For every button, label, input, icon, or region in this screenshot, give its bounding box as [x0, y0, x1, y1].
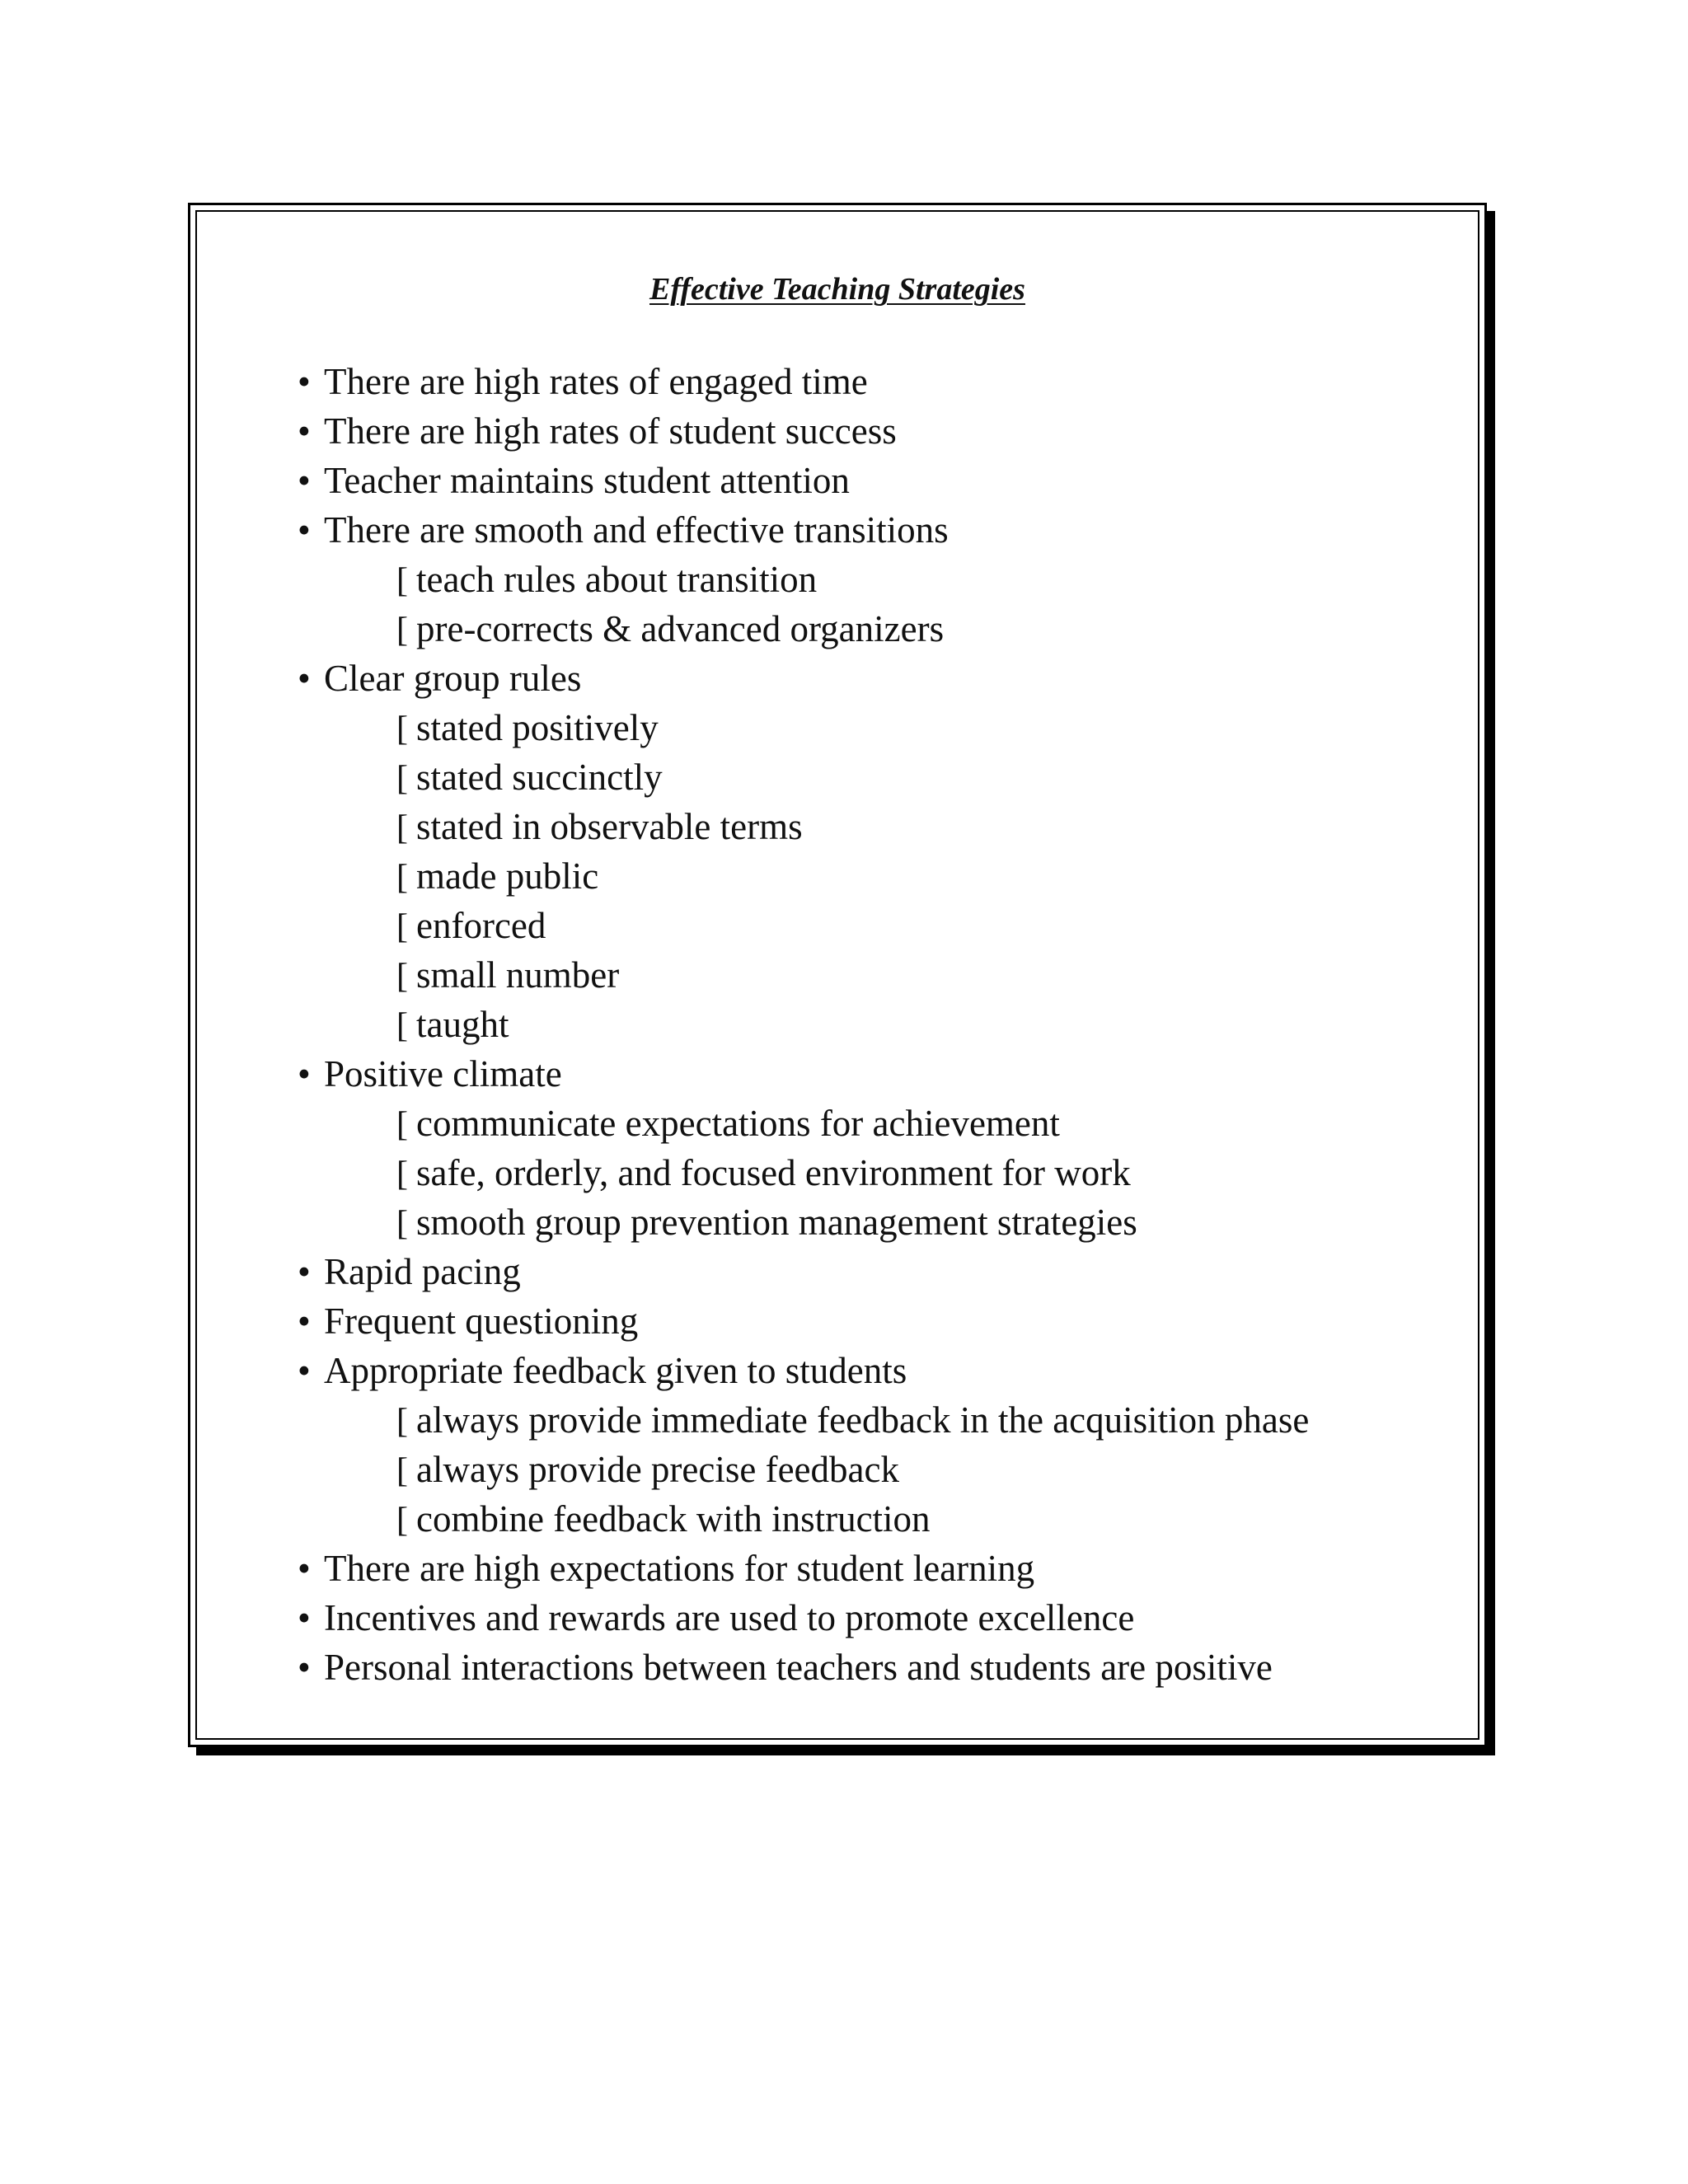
list-item-text: Positive climate: [324, 1053, 562, 1094]
list-item: [298, 1346, 1309, 1395]
sub-list-item: [298, 901, 1309, 950]
list-item-text: There are high rates of engaged time: [324, 361, 868, 402]
list-item-text: always provide precise feedback: [416, 1449, 899, 1490]
list-item-text: stated in observable terms: [416, 806, 803, 847]
sub-list-item: [298, 604, 1309, 654]
bullet-icon: •: [298, 1301, 311, 1342]
strategies-box: [188, 203, 1487, 1747]
bracket-icon: [: [396, 1155, 408, 1193]
list-item-text: always provide immediate feedback in the acquisition phase: [416, 1399, 1310, 1441]
bracket-icon: [: [396, 1502, 408, 1540]
list-item-text: enforced: [416, 905, 546, 946]
bracket-icon: [: [396, 1452, 408, 1490]
list-item: [298, 1643, 1309, 1692]
list-item-text: Personal interactions between teachers and students are positive: [324, 1647, 1273, 1688]
bullet-icon: •: [298, 1647, 311, 1688]
bracket-icon: [: [396, 1106, 408, 1144]
list-item-text: There are high expectations for student learning: [324, 1548, 1035, 1589]
list-item-text: taught: [416, 1004, 509, 1045]
list-item: [298, 1049, 1309, 1099]
list-item: [298, 505, 1309, 555]
sub-list-item: [298, 802, 1309, 851]
list-item: [298, 654, 1309, 703]
list-item-text: Appropriate feedback given to students: [324, 1350, 907, 1391]
bullet-icon: •: [298, 1548, 311, 1589]
sub-list-item: [298, 851, 1309, 901]
sub-list-item: [298, 703, 1309, 752]
sub-list-item: [298, 1099, 1309, 1148]
list-item-text: safe, orderly, and focused environment for work: [416, 1152, 1131, 1193]
list-item-text: Incentives and rewards are used to promote excellence: [324, 1597, 1135, 1638]
list-item: [298, 1247, 1309, 1296]
list-item-text: There are smooth and effective transitions: [324, 509, 949, 551]
sub-list-item: [298, 1494, 1309, 1544]
bullet-icon: •: [298, 1350, 311, 1391]
bracket-icon: [: [396, 760, 408, 798]
list-item-text: made public: [416, 855, 599, 897]
bullet-icon: •: [298, 460, 311, 501]
sub-list-item: [298, 555, 1309, 604]
sub-list-item: [298, 950, 1309, 1000]
bullet-icon: •: [298, 1053, 311, 1094]
bracket-icon: [: [396, 908, 408, 946]
bullet-icon: •: [298, 509, 311, 551]
list-item: [298, 456, 1309, 505]
list-item-text: stated positively: [416, 707, 659, 748]
list-item-text: Rapid pacing: [324, 1251, 521, 1292]
list-item-text: combine feedback with instruction: [416, 1498, 931, 1540]
list-item-text: pre-corrects & advanced organizers: [416, 608, 945, 649]
bracket-icon: [: [396, 859, 408, 897]
list-item: [298, 1544, 1309, 1593]
sub-list-item: [298, 1197, 1309, 1247]
bracket-icon: [: [396, 1007, 408, 1045]
sub-list-item: [298, 1148, 1309, 1197]
list-item-text: Clear group rules: [324, 658, 582, 699]
list-item-text: communicate expectations for achievement: [416, 1103, 1060, 1144]
strategy-list: [298, 357, 1309, 1692]
bracket-icon: [: [396, 612, 408, 649]
bullet-icon: •: [298, 658, 311, 699]
list-item-text: There are high rates of student success: [324, 410, 897, 452]
list-item: [298, 406, 1309, 456]
bullet-icon: •: [298, 410, 311, 452]
bracket-icon: [: [396, 958, 408, 996]
list-item-text: teach rules about transition: [416, 559, 818, 600]
list-item-text: small number: [416, 954, 620, 996]
page-title: Effective Teaching Strategies: [649, 272, 1025, 307]
sub-list-item: [298, 1395, 1309, 1445]
list-item: [298, 1593, 1309, 1643]
bullet-icon: •: [298, 1251, 311, 1292]
bracket-icon: [: [396, 1205, 408, 1243]
list-item-text: Frequent questioning: [324, 1301, 639, 1342]
bracket-icon: [: [396, 1403, 408, 1441]
bullet-icon: •: [298, 361, 311, 402]
bullet-icon: •: [298, 1597, 311, 1638]
sub-list-item: [298, 1000, 1309, 1049]
bracket-icon: [: [396, 809, 408, 847]
bracket-icon: [: [396, 562, 408, 600]
bracket-icon: [: [396, 710, 408, 748]
list-item-text: Teacher maintains student attention: [324, 460, 850, 501]
list-item-text: stated succinctly: [416, 757, 663, 798]
sub-list-item: [298, 1445, 1309, 1494]
list-item: [298, 357, 1309, 406]
list-item-text: smooth group prevention management strategies: [416, 1202, 1137, 1243]
list-item: [298, 1296, 1309, 1346]
sub-list-item: [298, 752, 1309, 802]
